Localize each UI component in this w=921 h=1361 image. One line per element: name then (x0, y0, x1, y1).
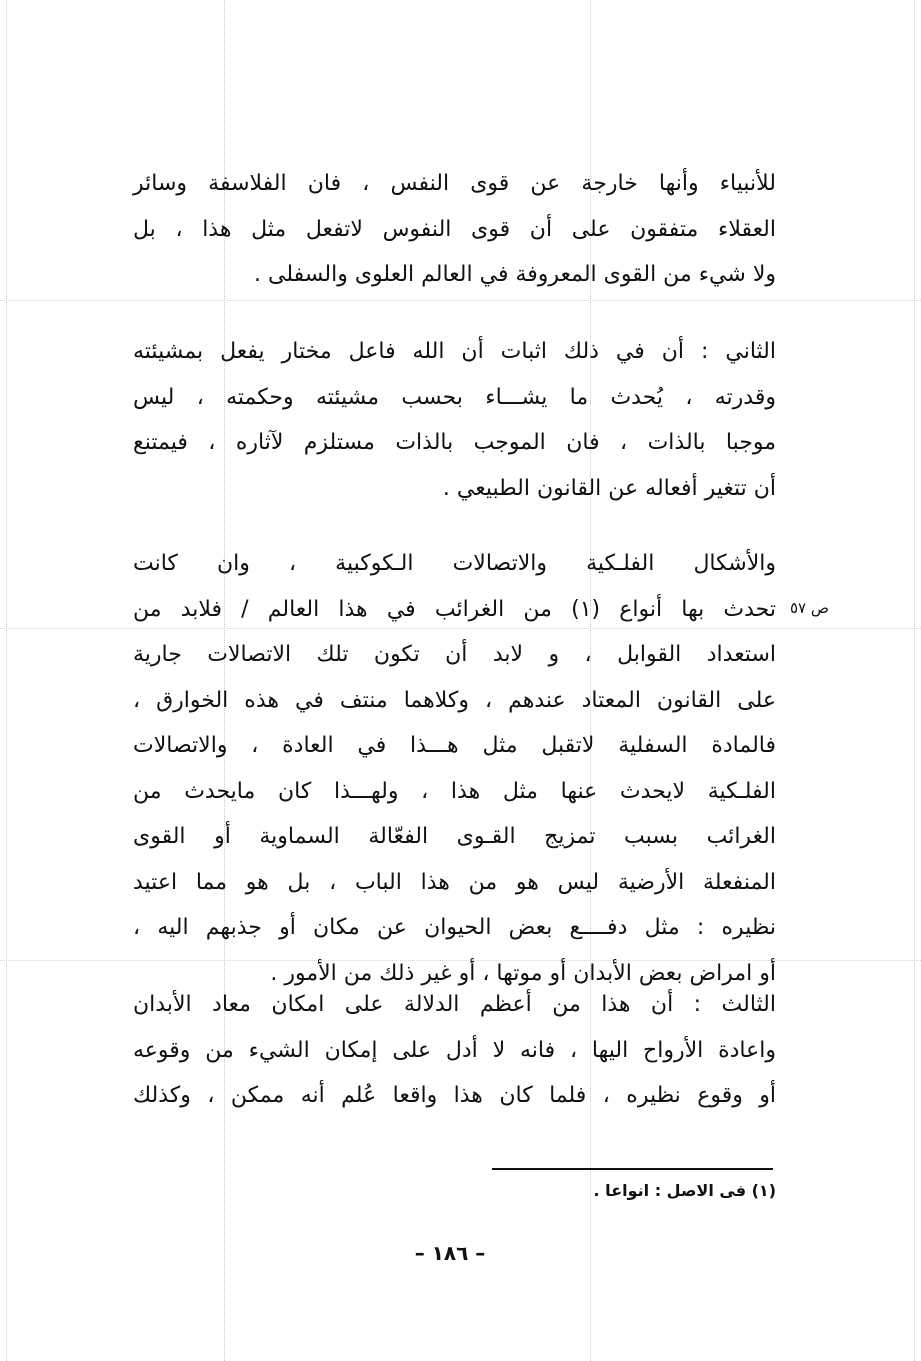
text-line: وقدرته ، يُحدث ما يشـــاء بحسب مشيئته وحكمته ، ليس (133, 384, 776, 410)
scan-guide-line (914, 0, 915, 1361)
scan-guide-line (0, 300, 921, 301)
text-line: الغرائب بسبب تمزيج القـوى الفعّالة السماوية أو القوى (133, 824, 776, 849)
text-line: أن تتغير أفعاله عن القانون الطبيعي . (442, 475, 776, 501)
text-line: للأنبياء وأنها خارجة عن قوى النفس ، فان الفلاسفة وسائر (133, 171, 776, 196)
text-line: المنفعلة الأرضية ليس هو من هذا الباب ، بل هو مما اعتيد (133, 869, 776, 895)
footnote-divider (492, 1168, 773, 1170)
paragraph-3 (133, 541, 776, 996)
text-line: العقلاء متفقون على أن قوى النفوس لاتفعل مثل هذا ، بل (133, 216, 776, 242)
paragraph-1 (133, 161, 776, 298)
text-line: والأشكال الفلـكية والاتصالات الـكوكبية ، وان كانت (133, 551, 776, 576)
text-line: الفلـكية لايحدث عنها مثل هذا ، ولهـــذا كان مايحدث من (133, 778, 776, 804)
footnote: (١) فى الاصل : انواعا . (593, 1181, 776, 1200)
text-line: على القانون المعتاد عندهم ، وكلاهما منتف في هذه الخوارق ، (133, 687, 776, 713)
text-line: ولا شيء من القوى المعروفة في العالم العلوى والسفلى . (254, 262, 776, 287)
text-line: فالمادة السفلية لاتقبل مثل هـــذا في العادة ، والاتصالات (133, 733, 776, 758)
text-line: استعداد القوابل ، و لابد أن تكون تلك الاتصالات جارية (133, 642, 776, 667)
text-line: واعادة الأرواح اليها ، فانه لا أدل على إمكان الشيء من وقوعه (133, 1037, 776, 1063)
scan-guide-line (6, 0, 7, 1361)
text-line: الثالث : أن هذا من أعظم الدلالة على امكان معاد الأبدان (133, 992, 776, 1017)
text-line: أو امراض بعض الأبدان أو موتها ، أو غير ذلك من الأمور . (270, 960, 776, 986)
text-line: تحدث بها أنواع (١) من الغرائب في هذا العالم / فلابد من (133, 596, 776, 622)
text-line: موجبا بالذات ، فان الموجب بالذات مستلزم لآثاره ، فيمتنع (133, 430, 776, 455)
text-line: الثاني : أن في ذلك اثبات أن الله فاعل مختار يفعل بمشيئته (133, 339, 776, 364)
page-number: – ١٨٦ – (414, 1241, 486, 1265)
paragraph-4 (133, 982, 776, 1119)
text-line: أو وقوع نظيره ، فلما كان هذا واقعا عُلم أنه ممكن ، وكذلك (133, 1083, 776, 1108)
text-line: نظيره : مثل دفــــع بعض الحيوان عن مكان أو جذبهم اليه ، (133, 915, 776, 940)
margin-reference: ص ٥٧ (790, 599, 830, 617)
paragraph-2 (133, 329, 776, 511)
